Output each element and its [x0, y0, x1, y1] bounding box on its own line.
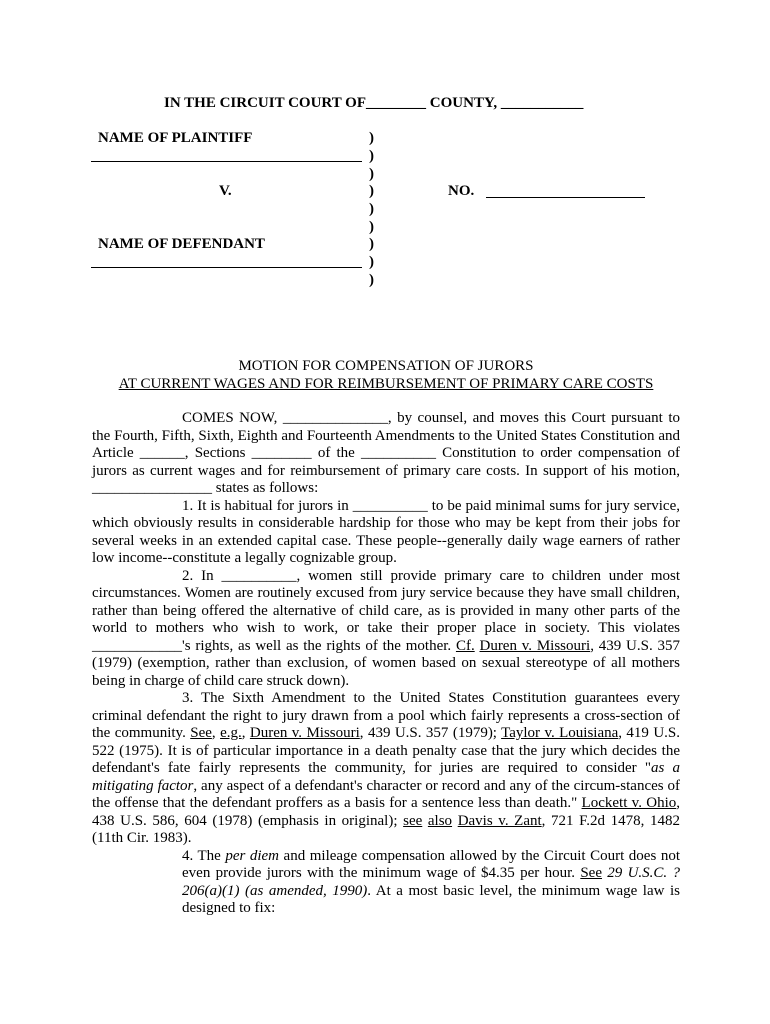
- p3-case-lockett: Lockett v. Ohio: [581, 795, 677, 811]
- p4-statute-cite: 29 U.S.C. ? 206(a)(1) (as amended, 1990): [182, 865, 680, 899]
- p3-text-c: , 419 U.S. 522 (1975). It is of particular importance in a death penalty case that the jury which decides the defendant's fate fairly represents the community, for juries are required to consider ": [92, 725, 681, 776]
- p3-text-e: , 438 U.S. 586, 604 (1978) (emphasis in original);: [92, 795, 680, 829]
- paragraph-3: 3. The Sixth Amendment to the United States Constitution guarantees every criminal defendant the right to jury drawn from a pool which fairly represents a cross-section of the community. See, e.g., Duren v. Missouri, 439 U.S. 357 (1979); Taylor v. Louisiana, 419 U.S. 522 (1975). It is of particular importance in a death penalty case that the jury which decides the defendant's fate fairly represents the community, for juries are required to consider "as a mitigating factor, any aspect of a defendant's character or record and any of the circum-stances of the offense that the defendant proffers as a basis for a sentence less than death." Lockett v. Ohio, 438 U.S. 586, 604 (1978) (emphasis in original); see also Davis v. Zant, 721 F.2d 1478, 1482 (11th Cir. 1983).: [92, 690, 681, 846]
- versus-label: V.: [219, 183, 232, 199]
- motion-title: [92, 357, 680, 393]
- p3-italic-phrase: as a mitigating factor: [92, 760, 681, 794]
- paren-3: ): [369, 166, 374, 182]
- plaintiff-signature-line: [91, 161, 362, 162]
- county-blank: ________: [366, 95, 427, 111]
- p3-text-d: , any aspect of a defendant's character or record and any of the circum-stances of the offense that the defendant proffers as a basis for a sentence less than death.": [92, 777, 680, 811]
- title-line-1: MOTION FOR COMPENSATION OF JURORS: [238, 358, 534, 374]
- paren-5: ): [369, 201, 374, 217]
- p4-text-b: and mileage compensation allowed by the Circuit Court does not even provide jurors with the minimum wage of $4.35 per hour.: [182, 847, 680, 881]
- title-line-2: AT CURRENT WAGES AND FOR REIMBURSEMENT OF PRIMARY CARE COSTS: [118, 376, 654, 392]
- paren-4: ): [369, 183, 374, 199]
- p3-signal-see-2: see: [403, 812, 423, 829]
- p3-text-b: , 439 U.S. 357 (1979);: [359, 725, 502, 741]
- court-heading: [164, 94, 583, 112]
- paragraph-2: [92, 568, 680, 691]
- paren-2: ): [369, 148, 374, 164]
- case-number-label: NO.: [448, 183, 475, 199]
- p3-case-davis: Davis v. Zant: [457, 812, 542, 829]
- plaintiff-label: NAME OF PLAINTIFF: [98, 130, 253, 146]
- paren-7: ): [369, 236, 374, 252]
- paren-1: ): [369, 130, 374, 146]
- motion-body: [92, 410, 680, 918]
- p3-text-a: 3. The Sixth Amendment to the United States Constitution guarantees every criminal defendant the right to jury drawn from a pool which fairly represents a cross-section of the community.: [92, 690, 680, 741]
- paren-8: ): [369, 254, 374, 270]
- paren-9: ): [369, 272, 374, 288]
- defendant-label: NAME OF DEFENDANT: [98, 236, 265, 252]
- paragraph-1: 1. It is habitual for jurors in __________ to be paid minimal sums for jury service, which obviously results in considerable hardship for those who may be kept from their jobs for several weeks in an extended capital case. These people--generally daily wage earners of rather low income--constitute a legally cognizable group.: [92, 497, 680, 566]
- paragraph-4: [182, 848, 680, 918]
- p3-signal-see: See: [190, 725, 212, 741]
- p3-case-duren: Duren v. Missouri: [249, 725, 360, 741]
- p2-text-b: , 439 U.S. 357 (1979) (exemption, rather than exclusion, of women based on sexual stereotype of all mothers being in charge of child care struck down).: [92, 637, 680, 689]
- intro-paragraph: COMES NOW, ______________, by counsel, and moves this Court pursuant to the Fourth, Fifth, Sixth, Eighth and Fourteenth Amendments to the United States Constitution and Article ______, Sections ________ of the __________ Constitution to order compensation of jurors as current wages and for reimbursement of primary care costs. In support of his motion, ________________ states as follows:: [92, 410, 680, 496]
- p3-signal-eg: e.g.: [220, 725, 242, 741]
- court-heading-prefix: IN THE CIRCUIT COURT OF: [164, 95, 367, 111]
- p2-text-a: 2. In __________, women still provide primary care to children under most circumstances. Women are routinely excused from jury service because they have small children, rather than being offered the alternative of child care, as is provided in many other parts of the world to mothers who wish to work, or take their proper place in society. This violates ____________'s rights, as well as the rights of the mother.: [92, 567, 680, 654]
- defendant-signature-line: [91, 267, 362, 268]
- paren-6: ): [369, 219, 374, 235]
- p2-signal-cf: Cf.: [455, 637, 475, 654]
- p4-text-c: . At a most basic level, the minimum wage law is designed to fix:: [182, 882, 680, 916]
- p3-case-taylor: Taylor v. Louisiana: [501, 725, 619, 741]
- county-name-blank: ___________: [500, 95, 584, 111]
- p3-text-f: , 721 F.2d 1478, 1482 (11th Cir. 1983).: [92, 812, 681, 846]
- p4-text-a: 4. The: [182, 847, 226, 864]
- p4-per-diem: per diem: [225, 847, 280, 864]
- case-number-line: [486, 197, 645, 198]
- p4-signal-see: See: [580, 865, 602, 881]
- p3-signal-also: also: [427, 812, 453, 829]
- p2-case-duren: Duren v. Missouri: [479, 637, 591, 654]
- court-heading-county: COUNTY,: [426, 95, 501, 111]
